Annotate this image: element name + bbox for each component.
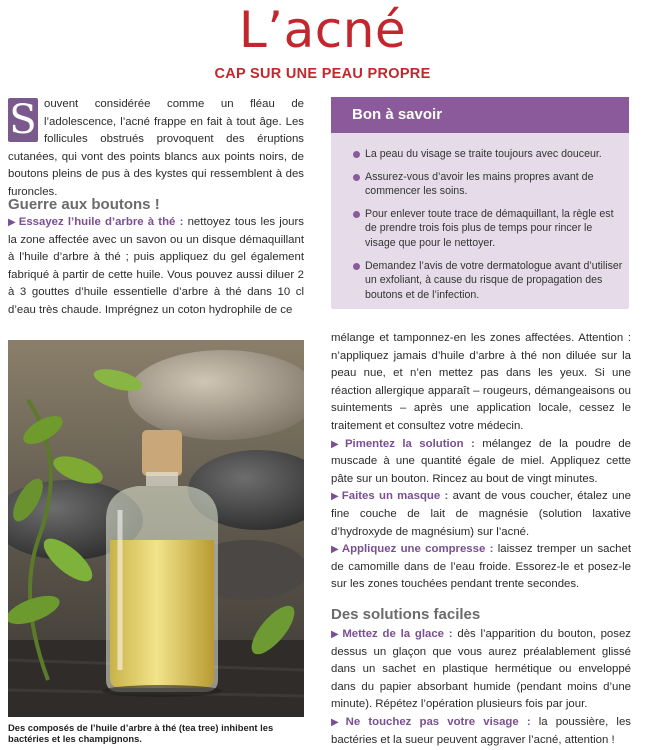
- list-item-text: Assurez-vous d’avoir les mains propres avant de commencer les soins.: [365, 170, 594, 198]
- tip-lead: Faites un masque :: [341, 490, 449, 503]
- tip-paragraph: [331, 714, 631, 749]
- tip-paragraph: [331, 488, 631, 541]
- tip-paragraph: [331, 626, 631, 714]
- photo-illustration: [8, 340, 304, 717]
- intro-paragraph: [8, 96, 304, 202]
- info-box-list: [353, 147, 623, 310]
- arrow-icon: ▶: [331, 544, 340, 556]
- tip-text: nettoyez tous les jours la zone affectée avec un savon ou un disque démaquillant à l’huile d’arbre à thé ; puis appliquez du gel également fabriqué à partir de cette huile. Vous pouvez aussi diluer 2 à 3 gouttes d’huile essentielle d’arbre à thé dans 10 cl d’eau très chaude. Imprégnez un coton hydrophile de ce: [8, 216, 304, 316]
- tip-text: laissez tremper un sachet de camomille dans de l’eau froide. Essorez-le et posez-le sur les zones touchées pendant trente secondes.: [331, 543, 632, 591]
- bullet-icon: [353, 211, 360, 218]
- intro-text: ouvent considérée comme un fléau de l’adolescence, l’acné frappe en fait à tout âge. Les follicules obstrués provoquent des éruptions cutanées, qui vont des points blancs aux points noirs, de boutons pleins de pus à des kystes qui ressemblent à des furoncles.: [8, 98, 304, 198]
- tea-tree-oil-photo: [8, 340, 304, 717]
- arrow-icon: ▶: [331, 491, 340, 503]
- tip-lead: Mettez de la glace :: [342, 628, 453, 640]
- list-item: [353, 207, 623, 251]
- info-box: [331, 97, 629, 309]
- tip-lead: Essayez l’huile d’arbre à thé :: [18, 216, 184, 228]
- arrow-icon: ▶: [331, 438, 343, 450]
- list-item-text: La peau du visage se traite toujours avec douceur.: [365, 148, 602, 160]
- info-box-header: [331, 97, 629, 133]
- arrow-icon: ▶: [331, 716, 344, 728]
- info-box-title: Bon à savoir: [352, 106, 443, 123]
- right-column-text: [331, 330, 631, 594]
- bullet-icon: [353, 151, 360, 158]
- bullet-icon: [353, 263, 360, 270]
- list-item-text: Demandez l’avis de votre dermatologue avant d’utiliser un exfoliant, à cause du risque de propagation des boutons et de l’infection.: [365, 259, 623, 301]
- section-heading-solutions: Des solutions faciles: [331, 606, 481, 623]
- bullet-icon: [353, 174, 360, 181]
- page-subtitle: CAP SUR UNE PEAU PROPRE: [214, 66, 431, 82]
- section-heading-guerre: Guerre aux boutons !: [8, 196, 160, 213]
- tip-text: dès l’apparition du bouton, posez dessus un glaçon que vous aurez préalablement glissé dans un sachet en plastique hermétique ou enveloppé dans du papier absorbant humide (pendant moins d’une minute). Répétez l’opération plusieurs fois par jour.: [331, 628, 631, 711]
- photo-caption: Des composés de l’huile d’arbre à thé (tea tree) inhibent les bactéries et les champignons.: [8, 722, 274, 744]
- tip-text: avant de vous coucher, étalez une fine couche de lait de magnésie (solution laxative d’hydroxyde de magnésium) sur l’acné.: [331, 490, 631, 538]
- tip-lead: Ne touchez pas votre visage :: [345, 715, 531, 728]
- guerre-paragraph: [8, 214, 304, 320]
- page-title: L’acné: [238, 1, 407, 59]
- list-item: [353, 259, 623, 303]
- tip-lead: Pimentez la solution :: [344, 437, 475, 450]
- arrow-icon: ▶: [8, 217, 17, 228]
- list-item: [353, 147, 623, 162]
- solutions-paragraphs: [331, 626, 631, 749]
- list-item-text: Pour enlever toute trace de démaquillant, la règle est de prendre trois fois plus de temps pour rincer le visage que pour le nettoyer.: [365, 207, 614, 249]
- arrow-icon: ▶: [331, 629, 341, 640]
- tip-text: mélangez de la poudre de muscade à une quantité égale de miel. Appliquez cette pâte sur un bouton. Rincez au bout de vingt minutes.: [331, 437, 631, 485]
- continuation-paragraph: mélange et tamponnez-en les zones affectées. Attention : n’appliquez jamais d’huile d’arbre à thé non diluée sur la peau nue, et n’en mettez pas dans les yeux. Si une réaction allergique apparaît – rougeurs, démangeaisons ou suintements – après une application locale, cessez le traitement et consultez votre médecin.: [331, 332, 631, 432]
- tip-paragraph: [331, 436, 631, 489]
- tip-text: la poussière, les bactéries et la sueur peuvent aggraver l’acné, attention !: [331, 715, 631, 746]
- tip-lead: Appliquez une compresse :: [341, 543, 494, 556]
- drop-cap: S: [9, 97, 37, 143]
- tip-paragraph: [331, 541, 631, 594]
- list-item: [353, 170, 623, 199]
